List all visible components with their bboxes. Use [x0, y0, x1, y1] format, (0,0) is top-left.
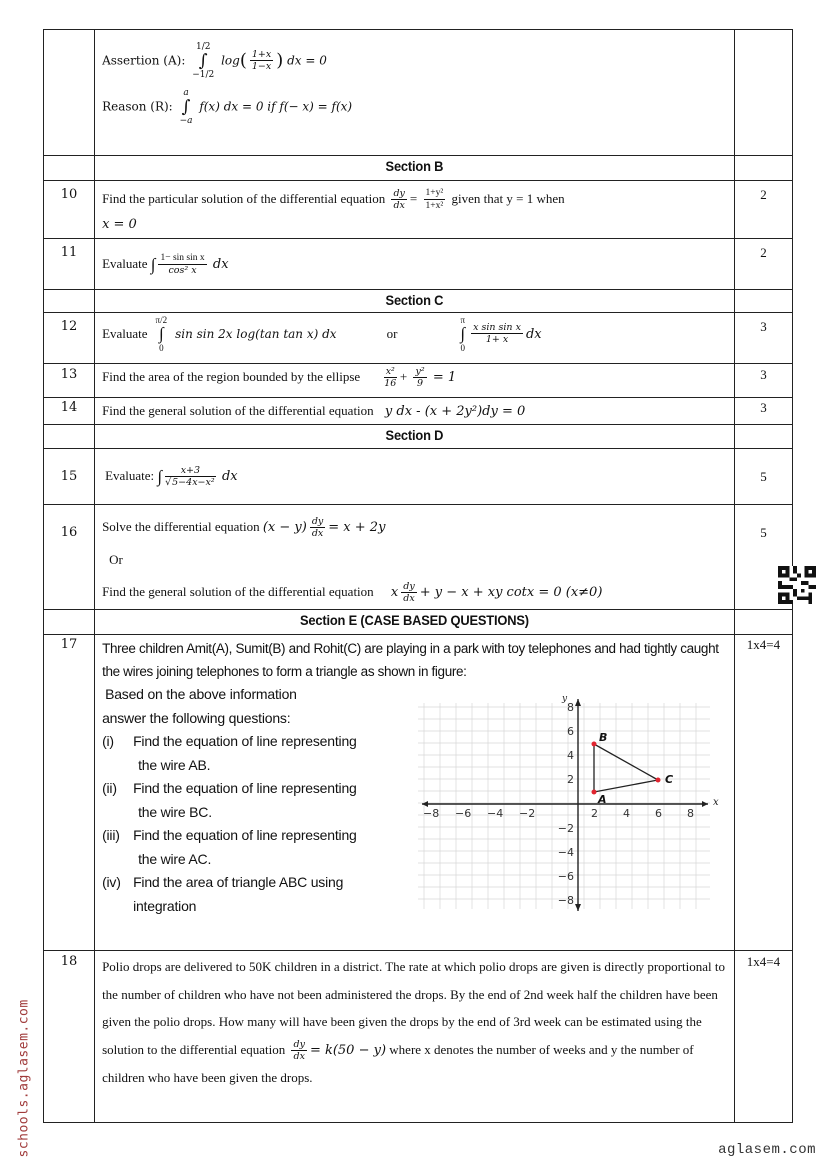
sub-question-i: (i) Find the equation of line representing — [102, 733, 357, 749]
qr-code-icon — [777, 566, 817, 604]
section-e-row — [44, 610, 793, 635]
svg-text:−6: −6 — [557, 870, 575, 883]
table-row-q15: 15 Evaluate: ∫ $\frac{x+3}{\text{√5−4x−x²}}$ dx 5 — [44, 449, 793, 505]
table-row-q11: 11 Evaluate ∫ $\frac{\text{1− sin sin x}}{\text{cos² x}}$ dx 2 — [44, 239, 793, 290]
question-number: 15 — [60, 469, 78, 484]
svg-text:−8: −8 — [423, 807, 440, 820]
table-row-q9 — [44, 30, 793, 156]
or-label: Or — [109, 552, 123, 567]
marks: 2 — [760, 245, 767, 260]
table-row-q12: 12 Evaluate π/2 ∫ 0 sin sin 2x log(tan tan x) dx or π ∫ 0 $\frac{\text{x sin sin x}}{1+ x}$ dx 3 — [44, 313, 793, 364]
section-d-heading: Section D — [385, 427, 444, 443]
section-b-heading: Section B — [385, 158, 444, 174]
question-number: 18 — [60, 954, 78, 969]
table-row-q16: 16 Solve the differential equation (x − y) $\frac{dy}{dx}$ = x + 2y Or Find the general solution of the differential equation x $\frac{dy}{dx}$ + y − x + xy cotx = 0 (x≠0) 5 — [44, 505, 793, 610]
section-b-row — [44, 156, 793, 181]
question-number: 10 — [60, 187, 78, 202]
svg-text:C: C — [665, 773, 674, 786]
section-d-row — [44, 425, 793, 449]
svg-text:2: 2 — [567, 773, 575, 786]
marks: 1x4=4 — [746, 954, 781, 969]
question-number: 14 — [60, 400, 78, 415]
svg-text:−4: −4 — [487, 807, 504, 820]
marks: 5 — [760, 468, 767, 484]
marks: 3 — [760, 400, 767, 415]
sub-question-ii: (ii) Find the equation of line representing — [102, 780, 357, 796]
table-row-q18: 18 Polio drops are delivered to 50K children in a district. The rate at which polio drops are given is directly proportional to the number of children who have not been administered the drops. By the end of 2nd week half the children have been given the polio drops. How many will have been given the drops by the end of 3rd week can be estimated using the solution to the differential equation $\frac{dy}{dx}$ = k(50 − y) where x denotes the number of weeks and y the number of children who have been given the drops. 1x4=4 — [44, 951, 793, 1123]
reason-label: Reason (R): — [102, 99, 173, 114]
case-intro: Three children Amit(A), Sumit(B) and Rohit(C) are playing in a park with toy telephones and had tightly caught the wires joining telephones to form a triangle as shown in figure: — [102, 641, 719, 679]
table-row-q10: 10 Find the particular solution of the differential equation $\frac{dy}{dx}$ = $\frac{\text{1+y²}}{\text{1+x²}}$ given that y = 1 when x = 0 2 — [44, 181, 793, 239]
svg-text:A: A — [598, 793, 607, 806]
svg-text:8: 8 — [687, 807, 695, 820]
assertion-line: Assertion (A): 1/2 ∫ −1/2 log( $\frac{1+x}{1-x}$ ) dx = 0 — [102, 42, 327, 80]
triangle-graph — [418, 693, 719, 913]
question-number: 11 — [60, 245, 78, 260]
marks: 3 — [760, 367, 767, 382]
svg-text:−2: −2 — [557, 822, 575, 835]
marks: 2 — [760, 187, 767, 202]
marks: 5 — [760, 525, 767, 540]
bottom-watermark: aglasem.com — [718, 1142, 816, 1158]
section-c-heading: Section C — [385, 292, 444, 308]
table-row-q14: 14 Find the general solution of the differential equation y dx - (x + 2y²)dy = 0 3 — [44, 398, 793, 425]
marks: 3 — [760, 319, 767, 334]
svg-text:B: B — [599, 731, 608, 744]
svg-text:−2: −2 — [519, 807, 536, 820]
svg-text:4: 4 — [567, 749, 575, 762]
svg-text:8: 8 — [567, 701, 575, 714]
section-e-heading: Section E (CASE BASED QUESTIONS) — [300, 612, 529, 628]
question-number: 17 — [60, 637, 78, 652]
svg-text:6: 6 — [567, 725, 575, 738]
svg-text:−8: −8 — [557, 894, 575, 907]
svg-text:x: x — [713, 797, 719, 808]
svg-text:2: 2 — [591, 807, 599, 820]
assertion-label: Assertion (A): — [102, 53, 186, 68]
question-number: 16 — [60, 525, 78, 540]
point-b — [592, 742, 597, 747]
table-row-q13: 13 Find the area of the region bounded by the ellipse $\frac{\text{x²}}{16}$ + $\frac{\text{y²}}{9}$ = 1 3 — [44, 364, 793, 398]
question-list: Based on the above information answer the following questions: (i) Find the equation of line representing the wire AB. (ii) Find the equation of line representing the wire BC. (iii) Find the equation of line representing the wire AC. (iv) Find the area of triangle ABC using integration — [95, 683, 402, 918]
question-paper-table — [43, 29, 793, 1123]
svg-text:−4: −4 — [557, 846, 575, 859]
svg-text:y: y — [562, 694, 568, 704]
side-watermark: schools.aglasem.com — [16, 999, 32, 1158]
table-row-q17 — [44, 635, 793, 951]
sub-question-iv: (iv) Find the area of triangle ABC using — [102, 874, 344, 890]
question-number: 13 — [60, 367, 78, 382]
svg-text:−6: −6 — [455, 807, 472, 820]
point-a — [592, 790, 597, 795]
marks: 1x4=4 — [746, 637, 781, 652]
point-c — [656, 778, 661, 783]
question-number: 12 — [60, 319, 78, 334]
sub-question-iii: (iii) Find the equation of line representing — [102, 827, 357, 843]
reason-line: Reason (R): a ∫ −a f(x) dx = 0 if f(− x) = f(x) — [102, 88, 353, 126]
svg-text:4: 4 — [623, 807, 631, 820]
svg-text:6: 6 — [655, 807, 663, 820]
section-c-row — [44, 290, 793, 313]
